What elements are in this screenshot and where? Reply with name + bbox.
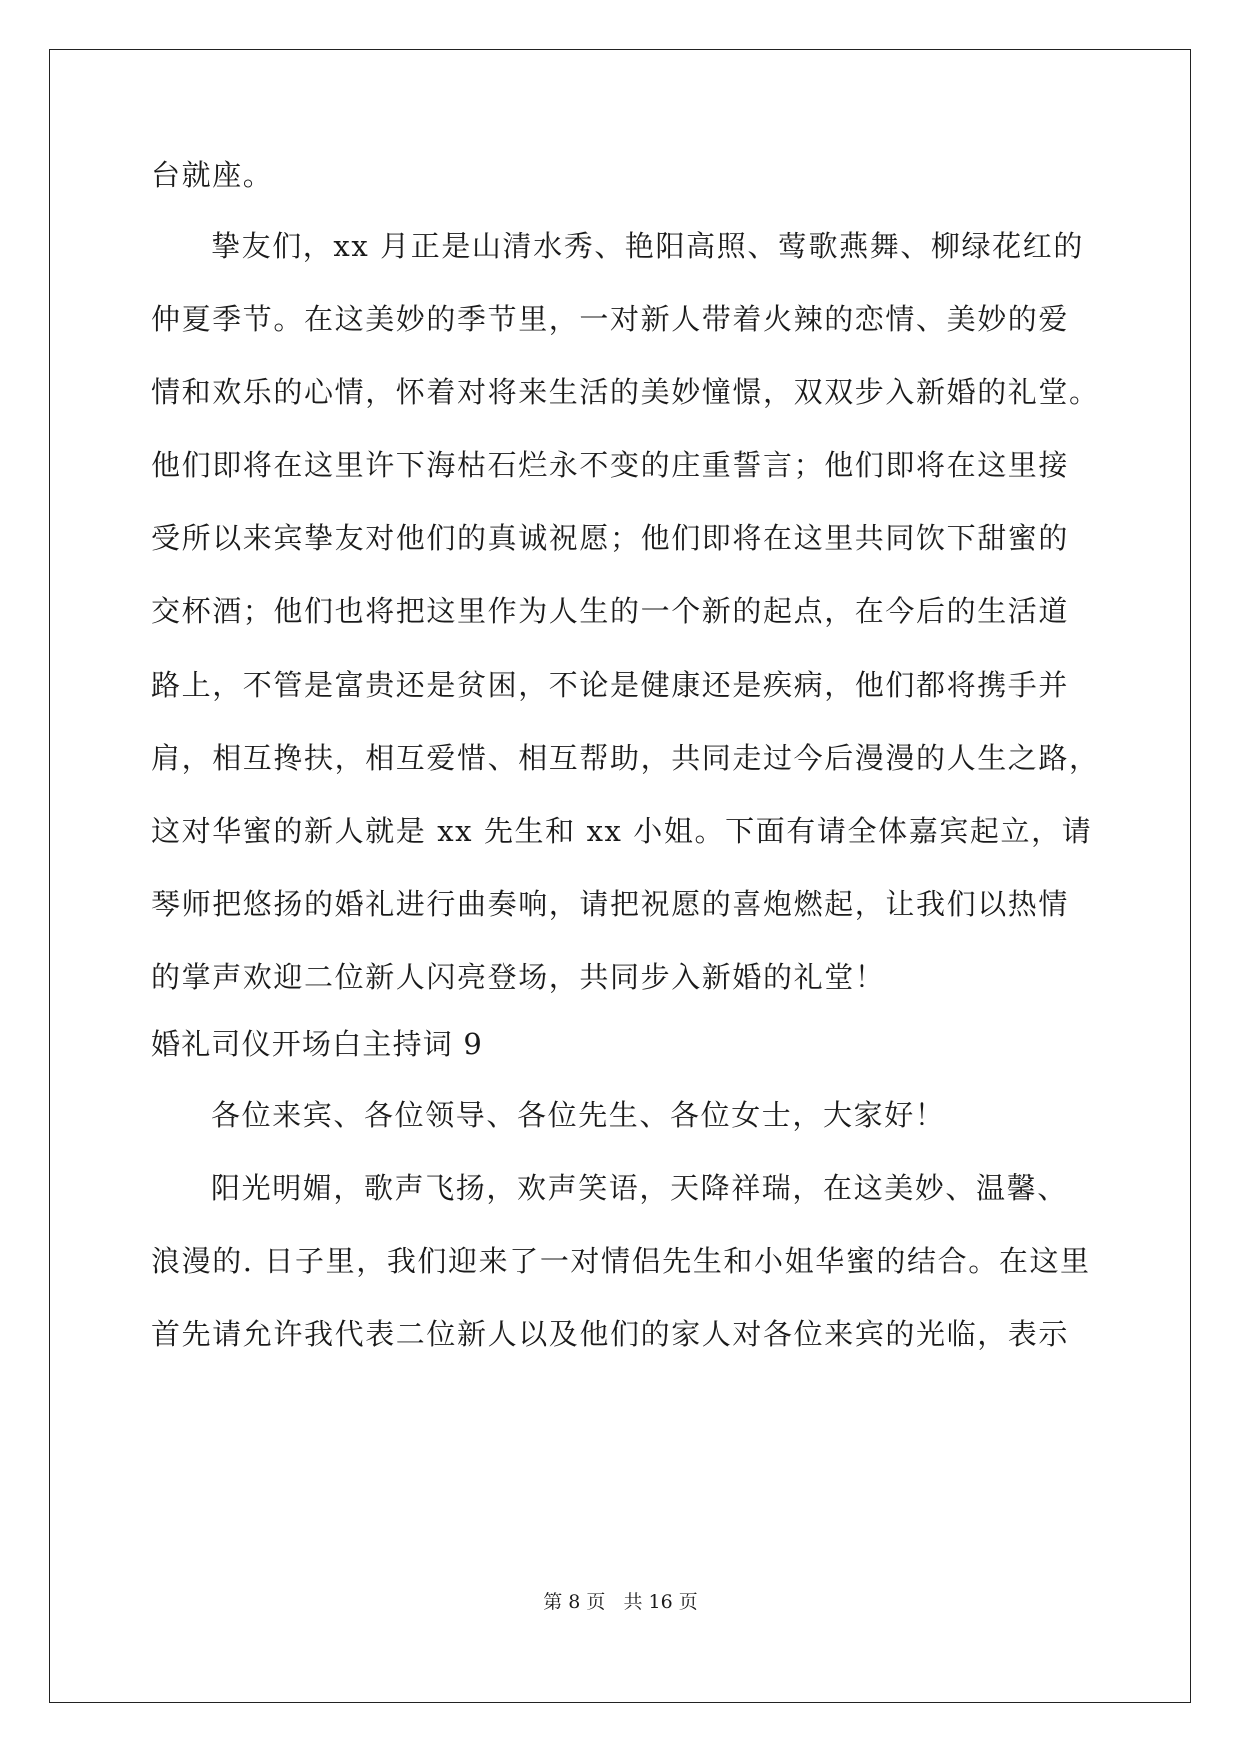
page-total: 共 16 页: [623, 1591, 698, 1613]
paragraph-line: 肩，相互搀扶，相互爱惜、相互帮助，共同走过今后漫漫的人生之路，: [151, 741, 1100, 775]
paragraph-line: 首先请允许我代表二位新人以及他们的家人对各位来宾的光临，表示: [151, 1317, 1070, 1351]
paragraph-line: 他们即将在这里许下海枯石烂永不变的庄重誓言；他们即将在这里接: [151, 448, 1070, 482]
page-number: 第 8 页: [543, 1591, 606, 1613]
paragraph-line: 仲夏季节。在这美妙的季节里，一对新人带着火辣的恋情、美妙的爱: [151, 302, 1070, 336]
paragraph-line: 交杯酒；他们也将把这里作为人生的一个新的起点，在今后的生活道: [151, 594, 1070, 628]
paragraph-line: 琴师把悠扬的婚礼进行曲奏响，请把祝愿的喜炮燃起，让我们以热情: [151, 887, 1070, 921]
page-footer: [0, 1590, 1241, 1614]
paragraph-line: 的掌声欢迎二位新人闪亮登场，共同步入新婚的礼堂！: [151, 960, 886, 994]
paragraph-line: 各位来宾、各位领导、各位先生、各位女士，大家好！: [211, 1098, 946, 1132]
paragraph-line: 浪漫的. 日子里，我们迎来了一对情侣先生和小姐华蜜的结合。在这里: [151, 1244, 1091, 1278]
paragraph-line: 阳光明媚，歌声飞扬，欢声笑语，天降祥瑞，在这美妙、温馨、: [211, 1171, 1068, 1205]
paragraph-line: 情和欢乐的心情，怀着对将来生活的美妙憧憬，双双步入新婚的礼堂。: [151, 375, 1100, 409]
paragraph-line: 这对华蜜的新人就是 xx 先生和 xx 小姐。下面有请全体嘉宾起立，请: [151, 814, 1093, 848]
paragraph-line: 受所以来宾挚友对他们的真诚祝愿；他们即将在这里共同饮下甜蜜的: [151, 521, 1070, 555]
paragraph-line: 台就座。: [151, 158, 274, 192]
section-heading: 婚礼司仪开场白主持词 9: [151, 1027, 484, 1061]
paragraph-line: 路上，不管是富贵还是贫困，不论是健康还是疾病，他们都将携手并: [151, 668, 1070, 702]
paragraph-line: 挚友们，xx 月正是山清水秀、艳阳高照、莺歌燕舞、柳绿花红的: [211, 229, 1084, 263]
page-frame: [49, 49, 1191, 1703]
